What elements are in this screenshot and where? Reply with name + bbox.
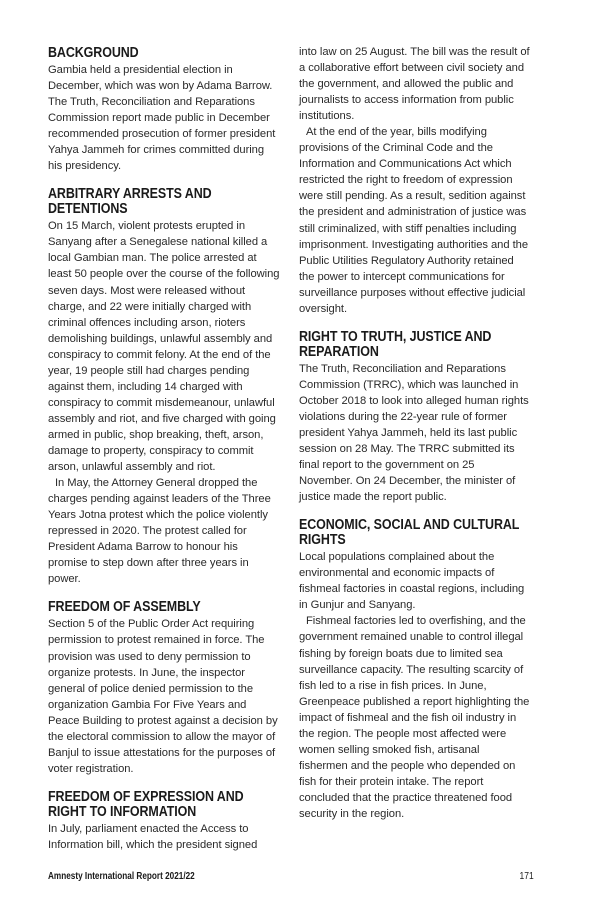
section-paragraph: Section 5 of the Public Order Act requiring permission to protest remained in force. The provision was used to deny permission to organize protests. In June, the inspector general of police denied permission to the organization Gambia For Five Years and Peace Building to protest against a decision by the electoral commission to allow the mayor of Banjul to issue attestations for the purposes of voter registration. (48, 618, 278, 775)
section-paragraph: Gambia held a presidential election in December, which was won by Adama Barrow. The Truth, Reconciliation and Reparations Commission report made public in December recommended prosecution of former president Yahya Jammeh for crimes committed during his presidency. (48, 64, 276, 173)
section-freedom-of-assembly (48, 600, 280, 776)
section-heading: FREEDOM OF ASSEMBLY (48, 599, 201, 616)
section-background (48, 46, 280, 174)
section-paragraph: The Truth, Reconciliation and Reparations Commission (TRRC), which was launched in October 2018 to look into alleged human rights violations during the 22-year rule of former president Yahya Jammeh, held its last public session on 28 May. The TRRC submitted its final report to the government on 25 November. On 24 December, the minister of justice made the report public. (299, 362, 529, 504)
left-column (48, 46, 280, 867)
section-arbitrary-arrests (48, 187, 280, 587)
section-freedom-of-expression-continued (299, 44, 531, 317)
right-column (299, 44, 531, 836)
section-freedom-of-expression (48, 790, 280, 853)
section-heading: ECONOMIC, SOCIAL AND CULTURAL RIGHTS (299, 517, 520, 549)
section-paragraph: into law on 25 August. The bill was the result of a collaborative effort between civil society and the government, and allowed the public and journalists to access information from public institutions. (299, 46, 530, 123)
section-paragraph: In May, the Attorney General dropped the charges pending against leaders of the Three Years Jotna protest which the police violently repressed in 2020. The protest called for President Adama Barrow to honour his promise to step down after three years in power. (48, 477, 271, 586)
section-paragraph: In July, parliament enacted the Access to Information bill, which the president signed (48, 822, 258, 851)
section-paragraph: At the end of the year, bills modifying provisions of the Criminal Code and the Information and Communications Act which restricted the right to freedom of expression were still pending. As a result, sedition against the president and administration of justice was still criminalized, with stiff penalties including imprisonment. Investigating authorities and the Public Utilities Regulatory Authority retained the power to intercept communications for surveillance purposes without effective judicial oversight. (299, 126, 528, 315)
section-right-to-truth (299, 330, 531, 505)
page-number: 171 (519, 871, 534, 882)
section-economic-social-cultural-rights (299, 518, 531, 822)
section-heading: FREEDOM OF EXPRESSION AND RIGHT TO INFORMATION (48, 788, 244, 820)
section-paragraph: On 15 March, violent protests erupted in Sanyang after a Senegalese national killed a local Gambian man. The police arrested at least 50 people over the course of the following seven days. Most were released without charge, and 22 were initially charged with criminal offences including arson, rioters demolishing buildings, unlawful assembly and conspiracy to commit felony. At the end of the year, 19 people still had charges pending against them, including 14 charged with conspiracy to commit misdemeanour, unlawful assembly and riot, and five charged with going armed in public, shop breaking, theft, arson, damage to property, conspiracy to commit arson, unlawful assembly and riot. (48, 220, 280, 474)
section-heading: RIGHT TO TRUTH, JUSTICE AND REPARATION (299, 328, 492, 360)
section-heading: BACKGROUND (48, 45, 139, 61)
section-paragraph: Fishmeal factories led to overfishing, and the government remained unable to control illegal fishing by foreign boats due to limited sea surveillance capacity. The resulting scarcity of fish led to a rise in fish prices. In June, Greenpeace published a report highlighting the impact of fishmeal and the fish oil industry in the region. The people most affected were women selling smoked fish, artisanal fishermen and the people who depended on fish for their protein intake. The report concluded that the practice threatened food security in the region. (299, 615, 530, 820)
publication-title: Amnesty International Report 2021/22 (48, 871, 195, 882)
section-heading: ARBITRARY ARRESTS AND DETENTIONS (48, 186, 212, 218)
section-paragraph: Local populations complained about the environmental and economic impacts of fishmeal factories in coastal regions, including in Gunjur and Sanyang. (299, 551, 525, 612)
